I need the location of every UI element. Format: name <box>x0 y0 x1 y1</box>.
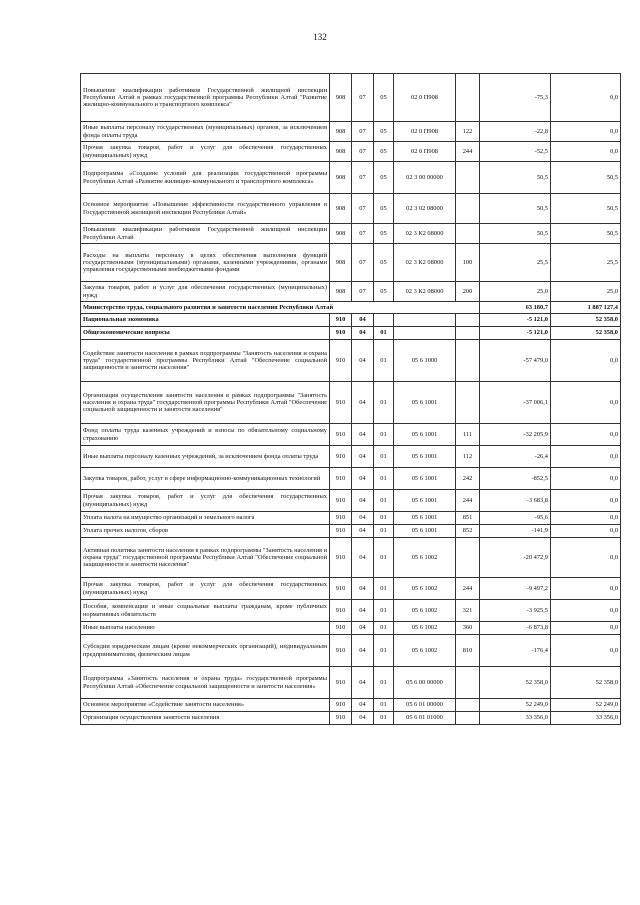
cell-gr: 908 <box>330 244 352 282</box>
cell-vr: 112 <box>456 446 480 468</box>
cell-pr: 01 <box>374 490 394 512</box>
table-row <box>81 446 621 468</box>
cell-name: Организация осуществления занятости населения <box>81 712 330 725</box>
cell-amount-2: 0,0 <box>551 142 621 162</box>
table-row <box>81 224 621 244</box>
table-row <box>81 314 621 327</box>
cell-csr <box>394 327 456 340</box>
table-row <box>81 340 621 382</box>
cell-rz: 07 <box>352 142 374 162</box>
cell-pr: 01 <box>374 622 394 635</box>
cell-amount-2: 25,0 <box>551 282 621 302</box>
table-row <box>81 194 621 224</box>
cell-name: Общеэкономические вопросы <box>81 327 330 340</box>
cell-vr <box>456 699 480 712</box>
cell-rz: 07 <box>352 74 374 122</box>
cell-amount-1: -5 121,0 <box>480 327 551 340</box>
cell-amount-2: 0,0 <box>551 122 621 142</box>
cell-pr: 05 <box>374 142 394 162</box>
cell-vr <box>456 667 480 699</box>
cell-amount-2: 25,5 <box>551 244 621 282</box>
cell-rz: 04 <box>352 578 374 600</box>
table-row <box>81 538 621 578</box>
cell-name: Повышение квалификации работников Государственной жилищной инспекции Республики Алтай в рамках государственной программы Республики Алтай "Развитие жилищно-коммунального и транспортного комплекса" <box>81 74 330 122</box>
cell-amount-1: -20 472,9 <box>480 538 551 578</box>
cell-rz: 04 <box>352 635 374 667</box>
table-row <box>81 244 621 282</box>
cell-vr: 122 <box>456 122 480 142</box>
cell-vr: 321 <box>456 600 480 622</box>
cell-csr: 02 3 00 00000 <box>394 162 456 194</box>
cell-vr: 100 <box>456 244 480 282</box>
cell-rz: 04 <box>352 667 374 699</box>
table-row <box>81 712 621 725</box>
cell-pr: 01 <box>374 327 394 340</box>
table-row <box>81 122 621 142</box>
page-number: 132 <box>313 32 327 42</box>
cell-pr: 01 <box>374 538 394 578</box>
cell-csr: 05 6 1001 <box>394 525 456 538</box>
cell-csr: 05 6 01 00000 <box>394 699 456 712</box>
cell-amount-1: -3 683,8 <box>480 490 551 512</box>
table-row <box>81 699 621 712</box>
cell-gr: 908 <box>330 142 352 162</box>
cell-pr: 05 <box>374 162 394 194</box>
cell-rz: 04 <box>352 327 374 340</box>
cell-amount-1: -852,5 <box>480 468 551 490</box>
table-row <box>81 468 621 490</box>
cell-vr <box>456 340 480 382</box>
cell-vr: 244 <box>456 578 480 600</box>
cell-amount-2: 0,0 <box>551 74 621 122</box>
cell-rz: 07 <box>352 282 374 302</box>
table-row <box>81 382 621 424</box>
cell-gr: 910 <box>330 446 352 468</box>
cell-rz: 07 <box>352 224 374 244</box>
cell-pr: 01 <box>374 340 394 382</box>
cell-vr <box>456 327 480 340</box>
cell-csr: 05 6 1002 <box>394 578 456 600</box>
cell-vr: 111 <box>456 424 480 446</box>
cell-name: Основное мероприятие «Содействие занятости населения» <box>81 699 330 712</box>
table-row <box>81 512 621 525</box>
cell-gr: 910 <box>330 600 352 622</box>
cell-gr: 910 <box>330 525 352 538</box>
cell-csr: 02 0 П908 <box>394 142 456 162</box>
cell-pr: 05 <box>374 122 394 142</box>
cell-csr: 05 6 01 01000 <box>394 712 456 725</box>
cell-amount-2: 50,5 <box>551 194 621 224</box>
cell-amount-2: 0,0 <box>551 446 621 468</box>
cell-csr: 02 0 П908 <box>394 74 456 122</box>
cell-name: Фонд оплаты труда казенных учреждений и взносы по обязательному социальному страхованию <box>81 424 330 446</box>
cell-csr: 05 6 1000 <box>394 340 456 382</box>
cell-csr: 05 6 1001 <box>394 382 456 424</box>
cell-gr: 910 <box>330 382 352 424</box>
table-row <box>81 667 621 699</box>
cell-name: Закупка товаров, работ и услуг для обеспечения государственных (муниципальных) нужд <box>81 282 330 302</box>
cell-gr: 910 <box>330 712 352 725</box>
cell-rz: 04 <box>352 446 374 468</box>
cell-rz: 07 <box>352 162 374 194</box>
cell-csr: 05 6 1001 <box>394 512 456 525</box>
cell-vr <box>456 194 480 224</box>
cell-rz: 04 <box>352 424 374 446</box>
cell-vr: 244 <box>456 490 480 512</box>
cell-gr: 910 <box>330 578 352 600</box>
cell-amount-2: 0,0 <box>551 512 621 525</box>
cell-amount-2: 0,0 <box>551 340 621 382</box>
cell-csr: 02 3 02 08000 <box>394 194 456 224</box>
cell-name: Активная политика занятости населения в рамках подпрограммы "Занятость населения и охрана труда" государственной программы Республики Алтай "Обеспечение социальной защищенности и занятости населения" <box>81 538 330 578</box>
cell-amount-1: -176,4 <box>480 635 551 667</box>
table-row <box>81 578 621 600</box>
cell-amount-1: 50,5 <box>480 224 551 244</box>
cell-gr: 908 <box>330 162 352 194</box>
cell-amount-2: 52 358,0 <box>551 327 621 340</box>
cell-rz: 04 <box>352 340 374 382</box>
cell-csr: 05 6 1002 <box>394 538 456 578</box>
cell-vr <box>456 314 480 327</box>
cell-amount-2: 50,5 <box>551 224 621 244</box>
table-row <box>81 74 621 122</box>
cell-amount-1: -32 205,9 <box>480 424 551 446</box>
cell-amount-2: 0,0 <box>551 622 621 635</box>
cell-amount-1: -6 873,8 <box>480 622 551 635</box>
table-row <box>81 327 621 340</box>
table-row <box>81 142 621 162</box>
cell-amount-1: 63 180,7 <box>480 302 551 314</box>
cell-vr: 360 <box>456 622 480 635</box>
cell-amount-2: 52 358,0 <box>551 667 621 699</box>
cell-vr: 852 <box>456 525 480 538</box>
cell-gr: 910 <box>330 424 352 446</box>
cell-name: Подпрограмма «Создание условий для реализации государственной программы Республики Алтай «Развитие жилищно-коммунального и транспортного комплекса» <box>81 162 330 194</box>
cell-amount-2: 1 887 127,4 <box>551 302 621 314</box>
cell-gr: 910 <box>330 622 352 635</box>
cell-csr: 05 6 1001 <box>394 468 456 490</box>
table-row <box>81 635 621 667</box>
cell-name: Национальная экономика <box>81 314 330 327</box>
cell-name: Иные выплаты персоналу государственных (муниципальных) органов, за исключением фонда оплаты труда <box>81 122 330 142</box>
cell-amount-2: 0,0 <box>551 578 621 600</box>
cell-amount-1: -75,3 <box>480 74 551 122</box>
cell-name: Закупка товаров, работ, услуг в сфере информационно-коммуникационных технологий <box>81 468 330 490</box>
table-row <box>81 490 621 512</box>
cell-csr: 05 6 1001 <box>394 446 456 468</box>
cell-gr: 908 <box>330 194 352 224</box>
cell-pr: 05 <box>374 74 394 122</box>
cell-amount-1: -22,8 <box>480 122 551 142</box>
cell-csr: 05 6 1002 <box>394 622 456 635</box>
cell-pr: 01 <box>374 424 394 446</box>
table-row <box>81 282 621 302</box>
cell-amount-2: 50,5 <box>551 162 621 194</box>
cell-csr: 05 6 00 00000 <box>394 667 456 699</box>
cell-rz: 04 <box>352 314 374 327</box>
cell-amount-1: -52,5 <box>480 142 551 162</box>
cell-csr <box>394 314 456 327</box>
cell-pr: 01 <box>374 382 394 424</box>
cell-vr <box>456 382 480 424</box>
cell-amount-1: 25,5 <box>480 244 551 282</box>
cell-gr: 910 <box>330 667 352 699</box>
table-row <box>81 600 621 622</box>
cell-vr <box>456 712 480 725</box>
cell-pr: 01 <box>374 468 394 490</box>
cell-amount-2: 0,0 <box>551 382 621 424</box>
cell-vr <box>456 538 480 578</box>
cell-amount-2: 0,0 <box>551 525 621 538</box>
cell-gr: 910 <box>330 635 352 667</box>
cell-csr: 02 3 К2 08000 <box>394 224 456 244</box>
cell-pr: 01 <box>374 525 394 538</box>
cell-amount-2: 0,0 <box>551 600 621 622</box>
cell-amount-2: 0,0 <box>551 538 621 578</box>
cell-vr <box>456 162 480 194</box>
cell-name: Прочая закупка товаров, работ и услуг для обеспечения государственных (муниципальных) нужд <box>81 490 330 512</box>
cell-gr: 908 <box>330 224 352 244</box>
cell-amount-1: -3 925,5 <box>480 600 551 622</box>
cell-name: Пособия, компенсации и иные социальные выплаты гражданам, кроме публичных нормативных обязательств <box>81 600 330 622</box>
cell-rz: 04 <box>352 712 374 725</box>
cell-gr: 910 <box>330 538 352 578</box>
cell-amount-1: -9 497,2 <box>480 578 551 600</box>
cell-csr: 05 6 1002 <box>394 635 456 667</box>
cell-rz: 04 <box>352 512 374 525</box>
cell-pr: 01 <box>374 446 394 468</box>
cell-gr: 908 <box>330 122 352 142</box>
cell-rz: 07 <box>352 244 374 282</box>
cell-vr: 810 <box>456 635 480 667</box>
cell-gr: 910 <box>330 490 352 512</box>
cell-rz: 04 <box>352 525 374 538</box>
cell-amount-1: 52 358,0 <box>480 667 551 699</box>
cell-rz: 04 <box>352 622 374 635</box>
cell-amount-2: 0,0 <box>551 635 621 667</box>
cell-amount-2: 33 356,0 <box>551 712 621 725</box>
cell-amount-1: -37 006,1 <box>480 382 551 424</box>
cell-name: Повышение квалификации работников Государственной жилищной инспекции Республики Алтай <box>81 224 330 244</box>
cell-amount-1: 33 356,0 <box>480 712 551 725</box>
cell-gr: 908 <box>330 74 352 122</box>
cell-name: Уплата налога на имущество организаций и земельного налога <box>81 512 330 525</box>
cell-gr: 910 <box>330 468 352 490</box>
cell-pr: 05 <box>374 224 394 244</box>
cell-rz: 04 <box>352 699 374 712</box>
cell-amount-1: -141,9 <box>480 525 551 538</box>
cell-amount-2: 0,0 <box>551 468 621 490</box>
cell-amount-2: 52 249,0 <box>551 699 621 712</box>
cell-name: Прочая закупка товаров, работ и услуг для обеспечения государственных (муниципальных) нужд <box>81 578 330 600</box>
cell-name: Министерство труда, социального развития и занятости населения Республики Алтай <box>81 302 480 314</box>
table-row <box>81 622 621 635</box>
budget-table <box>80 73 621 725</box>
cell-name: Подпрограмма «Занятость населения и охрана труда» государственной программы Республики Алтай «Обеспечение социальной защищенности и занятости населения» <box>81 667 330 699</box>
cell-amount-2: 0,0 <box>551 490 621 512</box>
cell-rz: 04 <box>352 468 374 490</box>
cell-pr: 01 <box>374 635 394 667</box>
cell-vr <box>456 224 480 244</box>
cell-amount-2: 52 358,0 <box>551 314 621 327</box>
cell-name: Уплата прочих налогов, сборов <box>81 525 330 538</box>
cell-pr: 01 <box>374 600 394 622</box>
cell-name: Иные выплаты населению <box>81 622 330 635</box>
cell-vr: 242 <box>456 468 480 490</box>
cell-csr: 05 6 1002 <box>394 600 456 622</box>
cell-rz: 04 <box>352 490 374 512</box>
cell-csr: 05 6 1001 <box>394 424 456 446</box>
cell-amount-1: 50,5 <box>480 162 551 194</box>
cell-pr: 05 <box>374 282 394 302</box>
cell-name: Прочая закупка товаров, работ и услуг для обеспечения государственных (муниципальных) нужд <box>81 142 330 162</box>
cell-csr: 02 0 П908 <box>394 122 456 142</box>
cell-rz: 04 <box>352 600 374 622</box>
cell-pr: 01 <box>374 712 394 725</box>
cell-pr <box>374 314 394 327</box>
cell-amount-1: 50,5 <box>480 194 551 224</box>
cell-pr: 01 <box>374 699 394 712</box>
cell-rz: 07 <box>352 122 374 142</box>
cell-gr: 910 <box>330 327 352 340</box>
cell-rz: 04 <box>352 382 374 424</box>
cell-name: Иные выплаты персоналу казенных учреждений, за исключением фонда оплаты труда <box>81 446 330 468</box>
cell-gr: 908 <box>330 282 352 302</box>
cell-gr: 910 <box>330 512 352 525</box>
cell-amount-1: 52 249,0 <box>480 699 551 712</box>
cell-amount-1: -57 479,0 <box>480 340 551 382</box>
cell-vr: 244 <box>456 142 480 162</box>
cell-csr: 02 3 К2 08000 <box>394 244 456 282</box>
cell-name: Субсидии юридическим лицам (кроме некоммерческих организаций), индивидуальным предпринимателям, физическим лицам <box>81 635 330 667</box>
cell-gr: 910 <box>330 314 352 327</box>
cell-amount-1: -95,6 <box>480 512 551 525</box>
table-row <box>81 162 621 194</box>
cell-pr: 05 <box>374 244 394 282</box>
cell-gr: 910 <box>330 340 352 382</box>
cell-csr: 02 3 К2 08000 <box>394 282 456 302</box>
cell-pr: 01 <box>374 667 394 699</box>
table-row <box>81 302 621 314</box>
cell-amount-1: -26,4 <box>480 446 551 468</box>
table-row <box>81 525 621 538</box>
cell-name: Расходы на выплаты персоналу в целях обеспечения выполнения функций государственными (муниципальными) органами, казенными учреждениями, органами управления государственными внебюджетными фондами <box>81 244 330 282</box>
cell-name: Основное мероприятие «Повышение эффективности государственного управления в Государственной жилищной инспекции Республики Алтай» <box>81 194 330 224</box>
cell-vr: 851 <box>456 512 480 525</box>
cell-amount-1: 25,0 <box>480 282 551 302</box>
cell-vr <box>456 74 480 122</box>
cell-name: Содействие занятости населения в рамках подпрограммы "Занятость населения и охрана труда" государственной программы Республики Алтай "Обеспечение социальной защищенности и занятости населения" <box>81 340 330 382</box>
cell-csr: 05 6 1001 <box>394 490 456 512</box>
cell-pr: 01 <box>374 578 394 600</box>
cell-pr: 05 <box>374 194 394 224</box>
cell-amount-2: 0,0 <box>551 424 621 446</box>
cell-vr: 200 <box>456 282 480 302</box>
cell-gr: 910 <box>330 699 352 712</box>
cell-amount-1: -5 121,0 <box>480 314 551 327</box>
cell-rz: 07 <box>352 194 374 224</box>
cell-rz: 04 <box>352 538 374 578</box>
table-row <box>81 424 621 446</box>
cell-name: Организация осуществления занятости населения в рамках подпрограммы "Занятость населения и охрана труда" государственной программы Республики Алтай "Обеспечение социальной защищенности и занятости населения" <box>81 382 330 424</box>
cell-pr: 01 <box>374 512 394 525</box>
